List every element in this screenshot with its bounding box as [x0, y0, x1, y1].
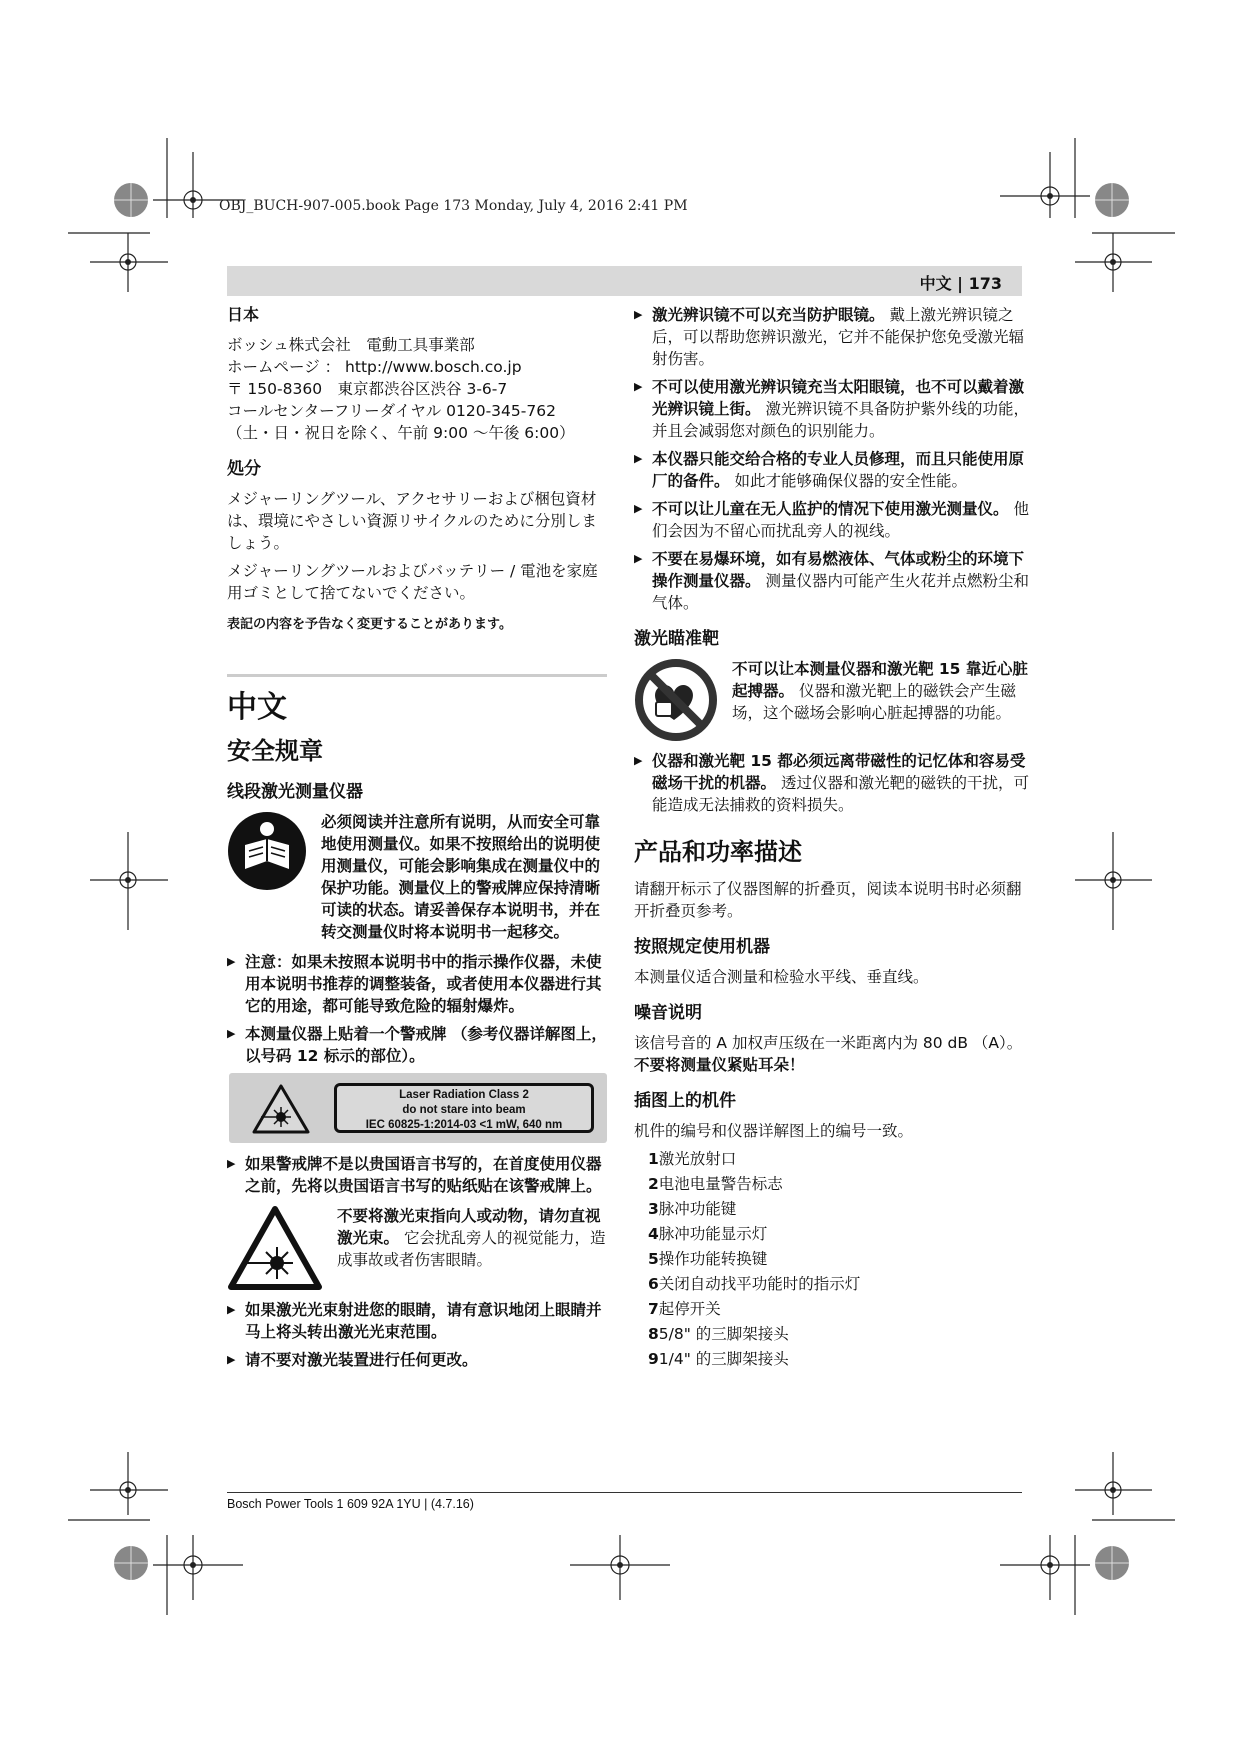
noise-paragraph: 该信号音的 A 加权声压级在一米距离内为 80 dB （A）。 — [634, 1034, 1023, 1052]
language-title: 中文 — [227, 690, 287, 725]
product-paragraph: 请翻开标示了仪器图解的折叠页，阅读本说明书时必须翻开折叠页参考。 — [634, 880, 1022, 920]
part-number: 5 — [648, 1250, 659, 1268]
beam-warning-block — [227, 1205, 612, 1291]
noise-heading: 噪音说明 — [634, 1003, 702, 1023]
bullet-item: ▶ 请不要对激光装置进行任何更改。 — [227, 1349, 612, 1371]
no-pacemaker-icon — [634, 658, 718, 742]
label-line: IEC 60825-1:2014-03 <1 mW, 640 nm — [365, 1119, 563, 1131]
beam-warning-normal: 它会扰乱旁人的视觉能力，造成事故或者伤害眼睛。 — [337, 1229, 606, 1269]
list-item — [648, 1198, 1029, 1220]
disposal-paragraph: メジャーリングツールおよびバッテリー / 電池を家庭用ゴミとして捨てないでください。 — [227, 562, 598, 602]
part-number: 7 — [648, 1300, 659, 1318]
part-label: 脉冲功能键 — [658, 1200, 737, 1218]
laser-hazard-icon — [227, 1205, 323, 1291]
list-item — [648, 1223, 1029, 1245]
laser-warning-icon — [251, 1083, 311, 1135]
target-heading: 激光瞄准靶 — [634, 629, 719, 649]
pacemaker-text — [732, 658, 1029, 742]
part-number: 4 — [648, 1225, 659, 1243]
bullet-item: ▶ 本测量仪器上贴着一个警戒牌 （参考仪器详解图上，以号码 12 标示的部位）。 — [227, 1023, 612, 1067]
part-number: 8 — [648, 1325, 659, 1343]
beam-warning-bold: 不要将激光束指向人或动物，请勿直视激光束。 — [337, 1207, 601, 1247]
part-label: 脉冲功能显示灯 — [658, 1225, 768, 1243]
part-label: 1/4" 的三脚架接头 — [658, 1350, 789, 1368]
japan-line: （土・日・祝日を除く、午前 9:00 ～午後 6:00） — [227, 424, 575, 442]
warning-label — [229, 1073, 607, 1143]
pacemaker-normal: 仪器和激光靶上的磁铁会产生磁场，这个磁场会影响心脏起搏器的功能。 — [732, 682, 1016, 722]
page-number: 中文 | 173 — [919, 274, 1002, 293]
label-line: Laser Radiation Class 2 — [399, 1089, 529, 1101]
parts-intro: 机件的编号和仪器详解图上的编号一致。 — [634, 1122, 914, 1140]
bullet-bold: 不可以使用激光辨识镜充当太阳眼镜，也不可以戴着激光辨识镜上街。 — [652, 378, 1025, 418]
bullet-item: ▶ 如果警戒牌不是以贵国语言书写的，在首度使用仪器之前，先将以贵国语言书写的贴纸贴在该警戒牌上。 — [227, 1153, 612, 1197]
parts-list — [648, 1148, 1029, 1370]
japan-address — [227, 334, 612, 444]
bullet-bold: 仪器和激光靶 15 都必须远离带磁性的记忆体和容易受磁场干扰的机器。 — [652, 752, 1026, 792]
list-item — [648, 1348, 1029, 1370]
bullet-item: ▶ 如果激光光束射进您的眼睛，请有意识地闭上眼睛并马上将头转出激光光束范围。 — [227, 1299, 612, 1343]
left-column — [227, 304, 612, 1377]
list-item — [648, 1248, 1029, 1270]
page-footer: Bosch Power Tools 1 609 92A 1YU | (4.7.16) — [227, 1497, 474, 1511]
bullet-item — [634, 750, 1029, 816]
beam-warning-text — [337, 1205, 612, 1291]
part-number: 2 — [648, 1175, 659, 1193]
list-item — [648, 1173, 1029, 1195]
disposal-paragraph: メジャーリングツール、アクセサリーおよび梱包資材は、環境にやさしい資源リサイクルのために分別しましょう。 — [227, 490, 597, 552]
japan-line: コールセンターフリーダイヤル 0120-345-762 — [227, 402, 556, 420]
read-manual-text: 必须阅读并注意所有说明，从而安全可靠地使用测量仪。如果不按照给出的说明使用测量仪，可能会影响集成在测量仪中的保护功能。测量仪上的警戒牌应保持清晰可读的状态。请妥善保存本说明书，并在转交测量仪时将本说明书一起移交。 — [321, 813, 601, 941]
read-manual-block — [227, 811, 612, 943]
noise-warning: 不要将测量仪紧贴耳朵！ — [634, 1056, 805, 1074]
warning-label-text — [334, 1083, 594, 1133]
part-number: 9 — [648, 1350, 659, 1368]
list-item — [648, 1323, 1029, 1345]
bullet-bold: 激光辨识镜不可以充当防护眼镜。 — [652, 306, 885, 324]
part-number: 3 — [648, 1200, 659, 1218]
bullet-normal: 透过仪器和激光靶的磁铁的干扰，可能造成无法捕救的资料损失。 — [652, 774, 1029, 814]
list-item — [648, 1273, 1029, 1295]
use-paragraph: 本测量仪适合测量和检验水平线、垂直线。 — [634, 968, 929, 986]
part-label: 5/8" 的三脚架接头 — [658, 1325, 789, 1343]
part-number: 6 — [648, 1275, 659, 1293]
part-label: 电池电量警告标志 — [658, 1175, 783, 1193]
bullet-item — [634, 448, 1029, 492]
part-label: 激光放射口 — [658, 1150, 737, 1168]
bullet-item: ▶ 注意：如果未按照本说明书中的指示操作仪器，未使用本说明书推荐的调整装备，或者使用本仪器进行其它的用途，都可能导致危险的辐射爆炸。 — [227, 951, 612, 1017]
bullet-item — [634, 376, 1029, 442]
japan-heading: 日本 — [227, 305, 260, 324]
bullet-normal: 戴上激光辨识镜之后，可以帮助您辨识激光，它并不能保护您免受激光辐射伤害。 — [652, 306, 1025, 368]
bullet-bold: 不要在易爆环境，如有易燃液体、气体或粉尘的环境下操作测量仪器。 — [652, 550, 1025, 590]
bullet-bold: 不可以让儿童在无人监护的情况下使用激光测量仪。 — [652, 500, 1009, 518]
bullet-normal: 测量仪器内可能产生火花并点燃粉尘和气体。 — [652, 572, 1029, 612]
bullet-item — [634, 548, 1029, 614]
disposal-heading: 処分 — [227, 459, 261, 479]
bullet-normal: 他们会因为不留心而扰乱旁人的视线。 — [652, 500, 1029, 540]
part-label: 起停开关 — [658, 1300, 721, 1318]
book-info-line: OBJ_BUCH-907-005.book Page 173 Monday, July 4, 2016 2:41 PM — [219, 198, 688, 214]
label-line: do not stare into beam — [402, 1104, 526, 1116]
use-heading: 按照规定使用机器 — [634, 937, 770, 957]
part-label: 操作功能转换键 — [658, 1250, 768, 1268]
pacemaker-block — [634, 658, 1029, 742]
list-item — [648, 1148, 1029, 1170]
pacemaker-bold: 不可以让本测量仪器和激光靶 15 靠近心脏起搏器。 — [732, 660, 1028, 700]
footer-divider — [227, 1492, 1022, 1493]
part-number: 1 — [648, 1150, 659, 1168]
japan-line: ボッシュ株式会社 電動工具事業部 — [227, 336, 475, 354]
safety-title: 安全规章 — [227, 737, 323, 765]
bullet-item — [634, 498, 1029, 542]
list-item — [648, 1298, 1029, 1320]
bullet-item — [634, 304, 1029, 370]
laser-heading: 线段激光测量仪器 — [227, 782, 363, 802]
product-title: 产品和功率描述 — [634, 838, 802, 866]
bullet-normal: 如此才能够确保仪器的安全性能。 — [734, 472, 967, 490]
page-header — [227, 266, 1022, 296]
japan-line: 〒 150-8360 東京都渋谷区渋谷 3-6-7 — [227, 380, 508, 398]
part-label: 关闭自动找平功能时的指示灯 — [658, 1275, 861, 1293]
right-column — [634, 304, 1029, 1373]
bullet-normal: 激光辨识镜不具备防护紫外线的功能，并且会减弱您对颜色的识别能力。 — [652, 400, 1029, 440]
change-notice: 表記の内容を予告なく変更することがあります。 — [227, 617, 512, 632]
parts-heading: 插图上的机件 — [634, 1091, 736, 1111]
japan-line: ホームページ ： http://www.bosch.co.jp — [227, 358, 522, 376]
section-divider — [227, 674, 607, 677]
bullet-bold: 本仪器只能交给合格的专业人员修理，而且只能使用原厂的备件。 — [652, 450, 1025, 490]
read-manual-icon — [227, 811, 307, 891]
